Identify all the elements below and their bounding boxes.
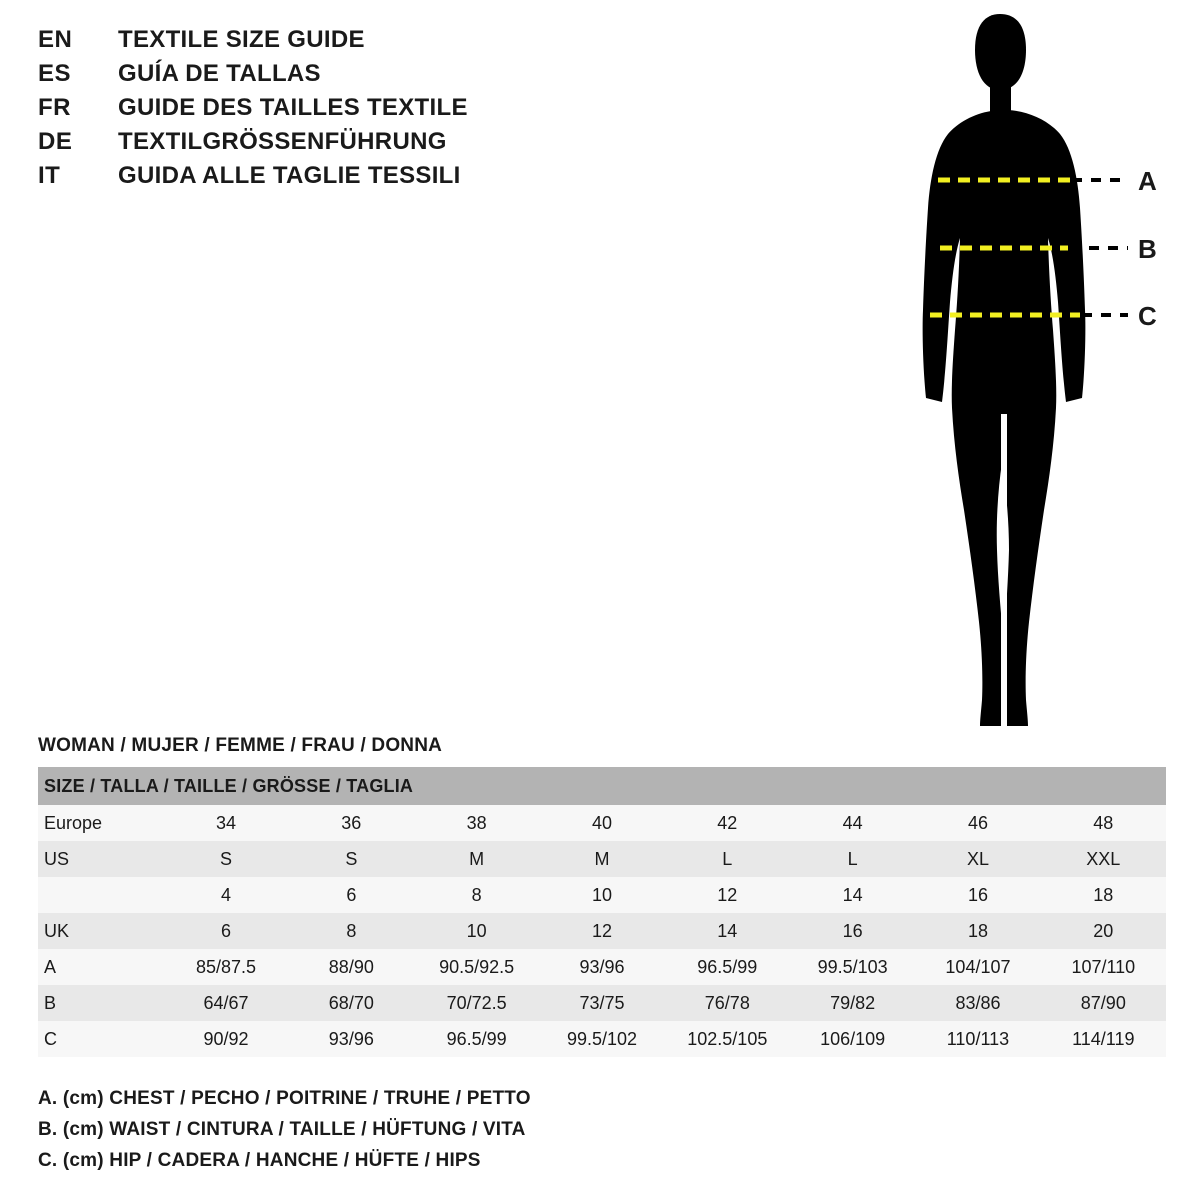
legend-line-a: A. (cm) CHEST / PECHO / POITRINE / TRUHE / PETTO bbox=[38, 1088, 531, 1109]
row-label: US bbox=[38, 841, 163, 877]
title-text: GUIDE DES TAILLES TEXTILE bbox=[118, 94, 468, 121]
table-row bbox=[38, 877, 1166, 913]
table-cell: 16 bbox=[790, 913, 915, 949]
table-row bbox=[38, 805, 1166, 841]
table-cell: 6 bbox=[163, 913, 288, 949]
table-header-row bbox=[38, 767, 1166, 805]
table-cell: 10 bbox=[539, 877, 664, 913]
table-cell: L bbox=[790, 841, 915, 877]
table-cell: 104/107 bbox=[915, 949, 1040, 985]
title-text: TEXTILGRÖSSENFÜHRUNG bbox=[118, 128, 447, 155]
table-cell: L bbox=[665, 841, 790, 877]
table-cell: M bbox=[539, 841, 664, 877]
row-label: B bbox=[38, 985, 163, 1021]
table-row bbox=[38, 949, 1166, 985]
marker-label-a: A bbox=[1138, 166, 1157, 196]
table-cell: 20 bbox=[1041, 913, 1166, 949]
table-cell: 14 bbox=[665, 913, 790, 949]
table-cell: 34 bbox=[163, 805, 288, 841]
table-cell: 73/75 bbox=[539, 985, 664, 1021]
table-cell: 44 bbox=[790, 805, 915, 841]
table-header-label: SIZE / TALLA / TAILLE / GRÖSSE / TAGLIA bbox=[38, 767, 1166, 805]
title-row bbox=[38, 94, 658, 128]
table-cell: 8 bbox=[289, 913, 414, 949]
table-cell: 12 bbox=[665, 877, 790, 913]
table-cell: 102.5/105 bbox=[665, 1021, 790, 1057]
table-cell: 87/90 bbox=[1041, 985, 1166, 1021]
table-cell: 107/110 bbox=[1041, 949, 1166, 985]
row-label: A bbox=[38, 949, 163, 985]
table-cell: 48 bbox=[1041, 805, 1166, 841]
table-cell: 16 bbox=[915, 877, 1040, 913]
table-cell: S bbox=[163, 841, 288, 877]
table-cell: 85/87.5 bbox=[163, 949, 288, 985]
table-cell: 96.5/99 bbox=[665, 949, 790, 985]
table-cell: 83/86 bbox=[915, 985, 1040, 1021]
table-row bbox=[38, 841, 1166, 877]
table-cell: 90/92 bbox=[163, 1021, 288, 1057]
size-table bbox=[38, 767, 1166, 1057]
table-cell: 46 bbox=[915, 805, 1040, 841]
table-cell: 4 bbox=[163, 877, 288, 913]
table-cell: 12 bbox=[539, 913, 664, 949]
table-cell: 88/90 bbox=[289, 949, 414, 985]
table-cell: 10 bbox=[414, 913, 539, 949]
marker-label-b: B bbox=[1138, 234, 1157, 264]
female-body-figure bbox=[860, 10, 1190, 750]
table-cell: 64/67 bbox=[163, 985, 288, 1021]
title-lang-code: EN bbox=[38, 26, 73, 53]
table-cell: 76/78 bbox=[665, 985, 790, 1021]
table-cell: 90.5/92.5 bbox=[414, 949, 539, 985]
title-text: TEXTILE SIZE GUIDE bbox=[118, 26, 365, 53]
table-cell: 68/70 bbox=[289, 985, 414, 1021]
legend-line-c: C. (cm) HIP / CADERA / HANCHE / HÜFTE / HIPS bbox=[38, 1150, 481, 1171]
table-cell: 18 bbox=[1041, 877, 1166, 913]
title-lang-code: DE bbox=[38, 128, 73, 155]
table-cell: 93/96 bbox=[289, 1021, 414, 1057]
table-cell: 79/82 bbox=[790, 985, 915, 1021]
marker-label-c: C bbox=[1138, 301, 1157, 331]
table-cell: 14 bbox=[790, 877, 915, 913]
table-cell: XL bbox=[915, 841, 1040, 877]
title-lang-code: FR bbox=[38, 94, 71, 121]
table-cell: 99.5/103 bbox=[790, 949, 915, 985]
table-cell: XXL bbox=[1041, 841, 1166, 877]
title-text: GUIDA ALLE TAGLIE TESSILI bbox=[118, 162, 461, 189]
row-label bbox=[38, 877, 163, 913]
row-label: Europe bbox=[38, 805, 163, 841]
table-cell: 8 bbox=[414, 877, 539, 913]
table-cell: 38 bbox=[414, 805, 539, 841]
table-cell: 42 bbox=[665, 805, 790, 841]
table-cell: 18 bbox=[915, 913, 1040, 949]
table-cell: 70/72.5 bbox=[414, 985, 539, 1021]
table-cell: 93/96 bbox=[539, 949, 664, 985]
title-lang-code: ES bbox=[38, 60, 72, 87]
title-row bbox=[38, 26, 658, 60]
title-row bbox=[38, 162, 658, 196]
table-cell: 6 bbox=[289, 877, 414, 913]
table-row bbox=[38, 913, 1166, 949]
table-cell: 110/113 bbox=[915, 1021, 1040, 1057]
table-group-label: WOMAN / MUJER / FEMME / FRAU / DONNA bbox=[38, 735, 443, 756]
title-lang-code: IT bbox=[38, 162, 61, 189]
table-cell: 106/109 bbox=[790, 1021, 915, 1057]
table-cell: M bbox=[414, 841, 539, 877]
table-cell: 36 bbox=[289, 805, 414, 841]
legend-line-b: B. (cm) WAIST / CINTURA / TAILLE / HÜFTUNG / VITA bbox=[38, 1119, 526, 1140]
table-cell: 99.5/102 bbox=[539, 1021, 664, 1057]
table-cell: S bbox=[289, 841, 414, 877]
row-label: UK bbox=[38, 913, 163, 949]
title-block bbox=[38, 26, 658, 196]
table-row bbox=[38, 1021, 1166, 1057]
title-row bbox=[38, 128, 658, 162]
size-table-section bbox=[38, 735, 1166, 1057]
body-silhouette-icon bbox=[860, 10, 1190, 750]
row-label: C bbox=[38, 1021, 163, 1057]
title-row bbox=[38, 60, 658, 94]
table-row bbox=[38, 985, 1166, 1021]
table-cell: 40 bbox=[539, 805, 664, 841]
measurement-legend bbox=[38, 1088, 738, 1181]
table-cell: 96.5/99 bbox=[414, 1021, 539, 1057]
table-cell: 114/119 bbox=[1041, 1021, 1166, 1057]
title-text: GUÍA DE TALLAS bbox=[118, 60, 321, 87]
